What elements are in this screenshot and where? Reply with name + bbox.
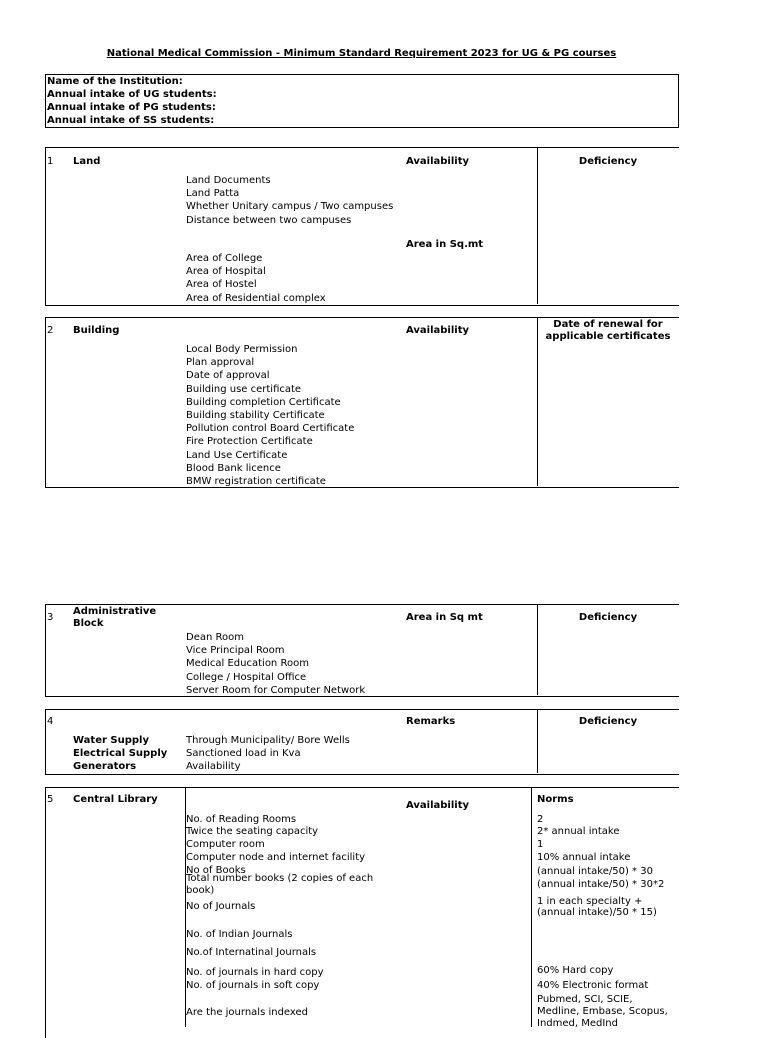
list-item: Date of approval bbox=[186, 370, 270, 382]
list-item: Building completion Certificate bbox=[186, 396, 341, 408]
section-title-land: Land bbox=[73, 156, 101, 167]
area-sqmt-header: Area in Sq.mt bbox=[406, 239, 484, 250]
list-item: College / Hospital Office bbox=[186, 671, 307, 683]
utility-label-water: Water Supply bbox=[73, 735, 149, 746]
list-item: Fire Protection Certificate bbox=[186, 436, 313, 448]
utility-label-generators: Generators bbox=[73, 761, 137, 773]
library-item: Are the journals indexed bbox=[186, 1007, 309, 1018]
area-sqmt-header: Area in Sq mt bbox=[406, 612, 483, 623]
library-item: Computer node and internet facility bbox=[186, 852, 366, 863]
list-item: Through Municipality/ Bore Wells bbox=[186, 735, 350, 746]
section-title-admin-line1: Administrative bbox=[73, 606, 157, 617]
pg-intake-label: Annual intake of PG students: bbox=[47, 102, 216, 113]
renewal-date-header-line1: Date of renewal for bbox=[553, 319, 663, 330]
section-number: 2 bbox=[47, 325, 54, 336]
list-item: Land Patta bbox=[186, 188, 240, 200]
library-norm: 1 in each specialty + bbox=[537, 896, 643, 907]
remarks-header: Remarks bbox=[406, 716, 456, 727]
section-title-library: Central Library bbox=[73, 794, 158, 805]
library-item: No of Books bbox=[186, 865, 246, 876]
section-library-right-divider bbox=[531, 787, 532, 1027]
utilities-labels-list bbox=[73, 734, 167, 774]
list-item: Land Documents bbox=[186, 175, 271, 186]
availability-header: Availability bbox=[406, 156, 469, 167]
library-item: Computer room bbox=[186, 839, 265, 850]
section-title-building: Building bbox=[73, 325, 120, 336]
utilities-items-list bbox=[186, 734, 350, 774]
list-item: Availability bbox=[186, 761, 241, 773]
list-item: Vice Principal Room bbox=[186, 645, 285, 657]
list-item: Plan approval bbox=[186, 357, 255, 369]
library-item: No. of Indian Journals bbox=[186, 929, 293, 940]
library-norm: 1 bbox=[537, 839, 544, 850]
list-item: Medical Education Room bbox=[186, 658, 309, 670]
library-norm: 60% Hard copy bbox=[537, 965, 614, 976]
list-item: Area of College bbox=[186, 253, 263, 264]
list-item: Distance between two campuses bbox=[186, 214, 352, 226]
renewal-date-header-line2: applicable certificates bbox=[545, 331, 671, 342]
library-norm: Medline, Embase, Scopus, bbox=[537, 1006, 668, 1017]
list-item: Sanctioned load in Kva bbox=[186, 748, 301, 760]
library-item: Twice the seating capacity bbox=[186, 826, 319, 837]
ug-intake-label: Annual intake of UG students: bbox=[47, 89, 217, 100]
list-item: Area of Hostel bbox=[186, 279, 257, 291]
library-norm: 10% annual intake bbox=[537, 852, 631, 863]
list-item: Building use certificate bbox=[186, 383, 302, 395]
library-norm: (annual intake)/50 * 15) bbox=[537, 907, 657, 918]
section-number: 3 bbox=[47, 612, 54, 623]
library-item: book) bbox=[186, 885, 215, 896]
library-norm: 2 bbox=[537, 814, 544, 825]
list-item: Area of Hospital bbox=[186, 266, 266, 278]
library-norm: 2* annual intake bbox=[537, 826, 620, 837]
section-number: 4 bbox=[47, 716, 54, 727]
library-item: No. of Reading Rooms bbox=[186, 814, 297, 825]
library-item: No. of journals in soft copy bbox=[186, 980, 320, 991]
section-number: 5 bbox=[47, 794, 54, 805]
land-area-list bbox=[186, 252, 326, 305]
availability-header: Availability bbox=[406, 325, 469, 336]
document-title: National Medical Commission - Minimum Standard Requirement 2023 for UG & PG courses bbox=[106, 48, 617, 59]
library-item: No.of Internatinal Journals bbox=[186, 947, 317, 958]
library-item: No of Journals bbox=[186, 901, 256, 912]
deficiency-header: Deficiency bbox=[578, 156, 638, 167]
list-item: BMW registration certificate bbox=[186, 475, 326, 487]
list-item: Pollution control Board Certificate bbox=[186, 423, 355, 435]
list-item: Whether Unitary campus / Two campuses bbox=[186, 201, 394, 213]
admin-items-list bbox=[186, 631, 365, 697]
institution-name-label: Name of the Institution: bbox=[47, 76, 183, 87]
library-item: Total number books (2 copies of each bbox=[186, 873, 374, 884]
list-item: Server Room for Computer Network bbox=[186, 684, 366, 696]
utility-label-electrical: Electrical Supply bbox=[73, 748, 168, 760]
deficiency-header: Deficiency bbox=[578, 716, 638, 727]
list-item: Land Use Certificate bbox=[186, 449, 288, 461]
section-land-divider bbox=[537, 147, 538, 304]
library-norm: (annual intake/50) * 30*2 bbox=[537, 879, 665, 890]
section-title-admin-line2: Block bbox=[73, 618, 104, 629]
list-item: Area of Residential complex bbox=[186, 292, 326, 304]
library-norm: (annual intake/50) * 30 bbox=[537, 866, 653, 877]
list-item: Blood Bank licence bbox=[186, 462, 281, 474]
library-norm: Pubmed, SCI, SCIE, bbox=[537, 994, 633, 1005]
availability-header: Availability bbox=[406, 800, 469, 811]
library-item: No. of journals in hard copy bbox=[186, 967, 324, 978]
building-items-list bbox=[186, 343, 354, 488]
ss-intake-label: Annual intake of SS students: bbox=[47, 115, 215, 126]
deficiency-header: Deficiency bbox=[578, 612, 638, 623]
norms-header: Norms bbox=[537, 794, 574, 805]
library-norm: 40% Electronic format bbox=[537, 980, 649, 991]
section-number: 1 bbox=[47, 156, 54, 167]
list-item: Local Body Permission bbox=[186, 344, 298, 355]
list-item: Building stability Certificate bbox=[186, 409, 325, 421]
land-items-list bbox=[186, 174, 393, 227]
library-norm: Indmed, MedInd bbox=[537, 1018, 618, 1029]
list-item: Dean Room bbox=[186, 632, 244, 643]
